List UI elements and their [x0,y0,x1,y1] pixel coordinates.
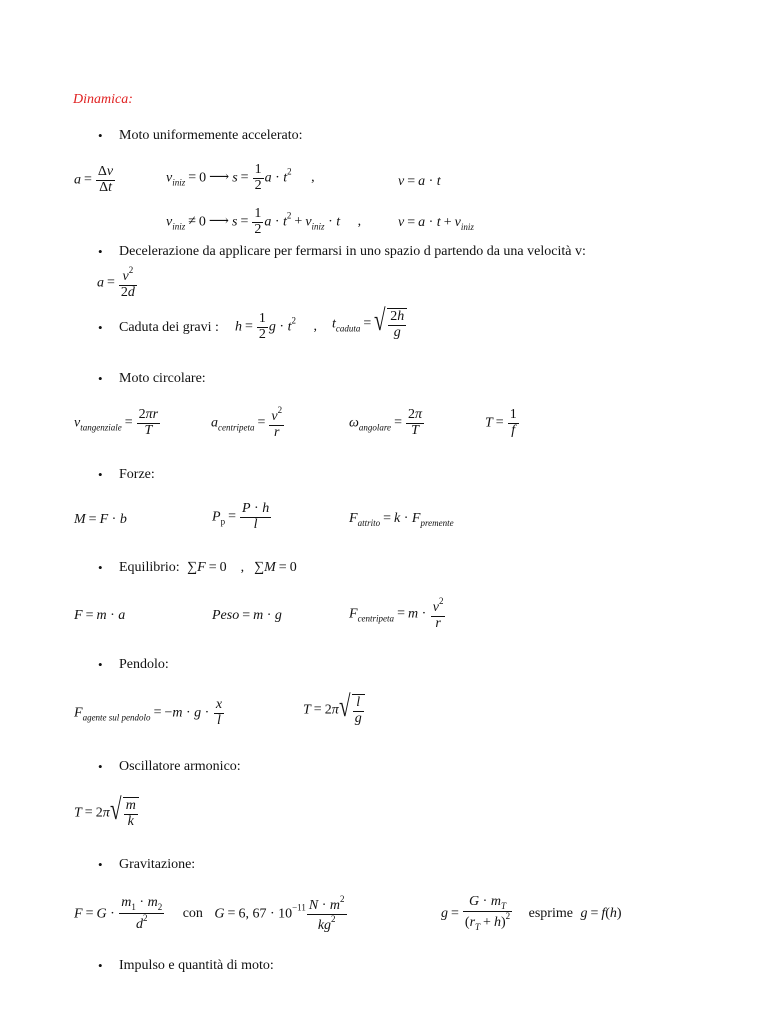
formula-F-centripeta: $F_{centripeta} = m$ · $\frac{v^2}{r}$ [349,596,444,631]
bullet-decelerazione [98,244,586,260]
bullet-dot: • [98,320,103,335]
bullet-label: Gravitazione: [119,857,196,872]
bullet-oscillatore [98,759,241,775]
formula-v-at: v = a · t [398,174,441,189]
bullet-dot: • [98,657,103,672]
formula-T-pendolo: T = 2π √ $\frac{l}{g}$ [303,694,365,726]
formula-attrito: $F_{attrito} = k \cdot F_{premente}$ [349,511,454,528]
bullet-dot: • [98,128,103,143]
bullet-label: Impulso e quantità di moto: [119,958,274,973]
bullet-label: Equilibrio: [119,560,180,575]
formula-s-vnonzero: $v_{iniz} \ne 0$ ⟶ s = $\frac{1}{2}$ $a \cdot t^2 + v_{iniz} \cdot t$ , [166,206,362,237]
formula-omega: $\omega_{angolare}$ = $\frac{2\pi}{T}$ [349,407,422,438]
bullet-dot: • [98,467,103,482]
bullet-forze [98,467,155,483]
formula-decel: a = $\frac{v^2}{2d}$ [97,265,135,300]
formula-T-f: T = $\frac{1}{f}$ [485,407,517,438]
formula-v-at-viniz: $v = a \cdot t + v_{iniz}$ [398,215,474,232]
bullet-dot: • [98,759,103,774]
bullet-label: Moto circolare: [119,371,206,386]
bullet-moto-uniforme [98,128,303,144]
bullet-caduta [98,320,219,336]
bullet-label: Oscillatore armonico: [119,759,241,774]
formula-momento: M = F · b [74,512,127,527]
formula-h: h = $\frac{1}{2}$ $g \cdot t^2$ , [235,311,317,342]
formula-F-ma: F = m · a [74,608,126,623]
bullet-equilibrio: • Equilibrio: ∑F = 0 , ∑M = 0 [98,560,297,575]
bullet-gravitazione [98,857,196,873]
bullet-label: Pendolo: [119,657,169,672]
formula-pp: $P_p$ = $\frac{P \cdot h}{l}$ [212,501,270,532]
bullet-dot: • [98,857,103,872]
bullet-dot: • [98,958,103,973]
formula-peso: Peso = m · g [212,608,282,623]
formula-t-caduta: $t_{caduta}$ = √ $\frac{2h}{g}$ [332,308,407,340]
bullet-label: Caduta dei gravi : [119,320,219,335]
bullet-label: Forze: [119,467,155,482]
formula-F-pendolo: $F_{agente sul pendolo} = -m \cdot g$ · $\frac{x}{l}$ [74,697,223,728]
formula-a-delta: a = $\frac{\Delta v}{\Delta t}$ [74,164,114,195]
bullet-impulso [98,958,274,974]
formula-gravitazione: F = G · $\frac{m_1 \cdot m_2}{d^2}$ con G = 6, $67 \cdot 10^{-11}$ $\frac{N \cdot m^2}{kg^2}$ [74,894,345,933]
bullet-dot: • [98,371,103,386]
formula-a-centripeta: $a_{centripeta}$ = $\frac{v^2}{r}$ [211,405,283,440]
formula-T-oscillatore: T = 2π √ $\frac{m}{k}$ [74,797,139,829]
bullet-label: Moto uniformemente accelerato: [119,128,303,143]
section-title: Dinamica: [73,92,133,107]
formula-v-tangenziale: $v_{tangenziale}$ = $\frac{2\pi r}{T}$ [74,407,159,438]
bullet-circolare [98,371,206,387]
formula-g: g = $\frac{G \cdot m_T}{(r_T + h)^2}$ esprime g = f(h) [441,894,622,933]
formula-s-vzero: $v_{iniz} = 0$ ⟶ s = $\frac{1}{2}$ $a \cdot t^2$ , [166,162,315,193]
bullet-label: Decelerazione da applicare per fermarsi in uno spazio d partendo da una velocità v: [119,244,586,259]
bullet-dot: • [98,560,103,575]
bullet-dot: • [98,244,103,259]
bullet-pendolo [98,657,169,673]
